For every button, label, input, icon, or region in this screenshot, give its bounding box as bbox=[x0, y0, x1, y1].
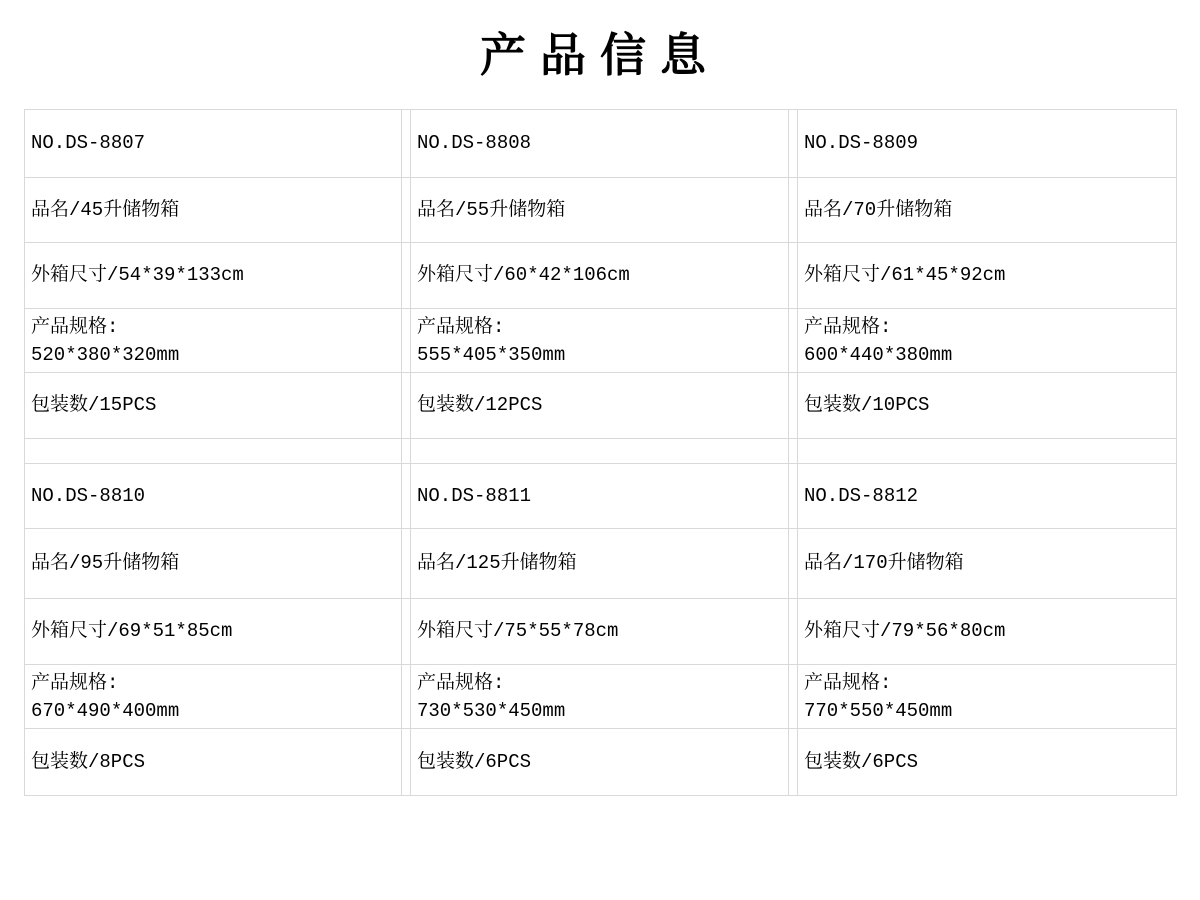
gap-cell bbox=[402, 529, 411, 599]
product-table bbox=[24, 109, 1177, 796]
product-no-cell: NO.DS-8809 bbox=[798, 110, 1177, 178]
spec-value: 555*405*350mm bbox=[417, 343, 566, 366]
spec-label: 产品规格: bbox=[804, 315, 892, 338]
table-row-spec bbox=[25, 665, 1177, 729]
gap-cell bbox=[402, 439, 411, 464]
product-name-cell: 品名/55升储物箱 bbox=[411, 178, 789, 243]
pack-qty-cell: 包装数/12PCS bbox=[411, 373, 789, 439]
pack-qty-cell: 包装数/6PCS bbox=[411, 729, 789, 796]
gap-cell bbox=[789, 464, 798, 529]
spacer-cell bbox=[25, 439, 402, 464]
pack-qty-cell: 包装数/6PCS bbox=[798, 729, 1177, 796]
product-no-cell: NO.DS-8808 bbox=[411, 110, 789, 178]
gap-cell bbox=[789, 599, 798, 665]
carton-size-cell: 外箱尺寸/75*55*78cm bbox=[411, 599, 789, 665]
gap-cell bbox=[789, 309, 798, 373]
carton-size-cell: 外箱尺寸/60*42*106cm bbox=[411, 243, 789, 309]
gap-cell bbox=[789, 373, 798, 439]
spec-value: 770*550*450mm bbox=[804, 699, 953, 722]
table-row-name bbox=[25, 529, 1177, 599]
pack-qty-cell: 包装数/10PCS bbox=[798, 373, 1177, 439]
pack-qty-cell: 包装数/8PCS bbox=[25, 729, 402, 796]
gap-cell bbox=[402, 599, 411, 665]
spec-label: 产品规格: bbox=[417, 671, 505, 694]
gap-cell bbox=[789, 178, 798, 243]
spec-label: 产品规格: bbox=[417, 315, 505, 338]
gap-cell bbox=[402, 110, 411, 178]
product-no-cell: NO.DS-8812 bbox=[798, 464, 1177, 529]
spec-value: 730*530*450mm bbox=[417, 699, 566, 722]
table-row-box-size bbox=[25, 243, 1177, 309]
carton-size-cell: 外箱尺寸/69*51*85cm bbox=[25, 599, 402, 665]
spec-cell bbox=[25, 309, 402, 373]
spec-label: 产品规格: bbox=[804, 671, 892, 694]
spec-value: 600*440*380mm bbox=[804, 343, 953, 366]
page-title: 产品信息 bbox=[480, 29, 720, 81]
product-no-cell: NO.DS-8807 bbox=[25, 110, 402, 178]
gap-cell bbox=[402, 373, 411, 439]
table-row-name bbox=[25, 178, 1177, 243]
gap-cell bbox=[402, 309, 411, 373]
gap-cell bbox=[789, 665, 798, 729]
spacer-cell bbox=[798, 439, 1177, 464]
spec-label: 产品规格: bbox=[31, 315, 119, 338]
table-row-spec bbox=[25, 309, 1177, 373]
gap-cell bbox=[789, 110, 798, 178]
table-row-no bbox=[25, 464, 1177, 529]
gap-cell bbox=[789, 529, 798, 599]
spec-cell bbox=[411, 665, 789, 729]
spec-cell bbox=[798, 309, 1177, 373]
product-no-cell: NO.DS-8811 bbox=[411, 464, 789, 529]
table-row-pack bbox=[25, 373, 1177, 439]
spec-cell bbox=[25, 665, 402, 729]
spec-cell bbox=[798, 665, 1177, 729]
carton-size-cell: 外箱尺寸/54*39*133cm bbox=[25, 243, 402, 309]
spec-cell bbox=[411, 309, 789, 373]
carton-size-cell: 外箱尺寸/61*45*92cm bbox=[798, 243, 1177, 309]
table-row-box-size bbox=[25, 599, 1177, 665]
spec-value: 670*490*400mm bbox=[31, 699, 180, 722]
spec-value: 520*380*320mm bbox=[31, 343, 180, 366]
product-name-cell: 品名/45升储物箱 bbox=[25, 178, 402, 243]
gap-cell bbox=[402, 243, 411, 309]
spacer-cell bbox=[411, 439, 789, 464]
gap-cell bbox=[789, 729, 798, 796]
product-no-cell: NO.DS-8810 bbox=[25, 464, 402, 529]
carton-size-cell: 外箱尺寸/79*56*80cm bbox=[798, 599, 1177, 665]
product-name-cell: 品名/70升储物箱 bbox=[798, 178, 1177, 243]
table-row-spacer bbox=[25, 439, 1177, 464]
gap-cell bbox=[789, 439, 798, 464]
spec-label: 产品规格: bbox=[31, 671, 119, 694]
table-row-no bbox=[25, 110, 1177, 178]
gap-cell bbox=[402, 464, 411, 529]
gap-cell bbox=[402, 729, 411, 796]
product-name-cell: 品名/95升储物箱 bbox=[25, 529, 402, 599]
gap-cell bbox=[402, 178, 411, 243]
table-row-pack bbox=[25, 729, 1177, 796]
gap-cell bbox=[789, 243, 798, 309]
pack-qty-cell: 包装数/15PCS bbox=[25, 373, 402, 439]
product-name-cell: 品名/170升储物箱 bbox=[798, 529, 1177, 599]
product-name-cell: 品名/125升储物箱 bbox=[411, 529, 789, 599]
gap-cell bbox=[402, 665, 411, 729]
